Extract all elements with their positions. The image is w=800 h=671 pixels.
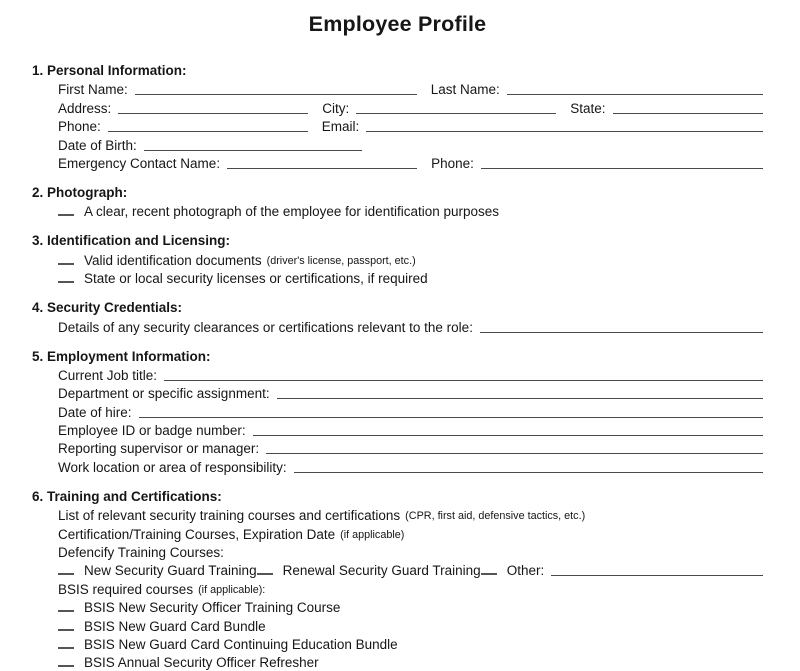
photograph-item-row bbox=[58, 202, 763, 220]
phone-label: Phone: bbox=[58, 119, 101, 135]
state-license-row bbox=[58, 269, 763, 287]
job-title-field[interactable] bbox=[164, 380, 763, 381]
email-field[interactable] bbox=[366, 131, 763, 132]
date-of-birth-label: Date of Birth: bbox=[58, 137, 137, 153]
bsis-course-row bbox=[58, 598, 763, 616]
bsis-course-row bbox=[58, 616, 763, 634]
other-option-checkline[interactable] bbox=[481, 573, 497, 575]
state-license-checkline[interactable] bbox=[58, 281, 74, 283]
address-label: Address: bbox=[58, 100, 112, 116]
training-list-label: List of relevant security training courses and certifications bbox=[58, 508, 401, 524]
emergency-phone-label: Phone: bbox=[431, 155, 474, 171]
valid-id-label: Valid identification documents bbox=[84, 252, 262, 268]
section-employment-information bbox=[32, 347, 763, 476]
cert-expiration-note: (if applicable) bbox=[340, 528, 405, 541]
identification-heading: 3. Identification and Licensing: bbox=[32, 233, 231, 249]
employee-id-label: Employee ID or badge number: bbox=[58, 423, 246, 439]
date-of-birth-field[interactable] bbox=[144, 150, 362, 151]
training-heading: 6. Training and Certifications: bbox=[32, 488, 222, 504]
emergency-contact-row bbox=[58, 154, 763, 172]
employee-id-row bbox=[58, 421, 763, 439]
bsis-required-note: (if applicable): bbox=[198, 583, 266, 596]
section-training-certifications bbox=[32, 487, 763, 671]
last-name-label: Last Name: bbox=[430, 82, 500, 98]
city-label: City: bbox=[322, 100, 350, 116]
date-of-hire-label: Date of hire: bbox=[58, 404, 132, 420]
photograph-heading: 2. Photograph: bbox=[32, 184, 128, 200]
date-of-birth-row bbox=[58, 135, 763, 153]
emergency-contact-name-label: Emergency Contact Name: bbox=[58, 155, 221, 171]
city-field[interactable] bbox=[356, 113, 556, 114]
bsis-course-1-label: BSIS New Security Officer Training Course bbox=[84, 600, 341, 616]
state-label: State: bbox=[570, 100, 606, 116]
clearance-details-field[interactable] bbox=[480, 332, 763, 333]
address-field[interactable] bbox=[118, 113, 308, 114]
bsis-required-label: BSIS required courses bbox=[58, 581, 194, 597]
work-location-field[interactable] bbox=[294, 472, 763, 473]
security-credentials-heading: 4. Security Credentials: bbox=[32, 300, 183, 316]
defencify-options-row bbox=[58, 561, 763, 579]
date-of-hire-row bbox=[58, 402, 763, 420]
section-personal-information bbox=[32, 61, 763, 172]
new-guard-training-checkline[interactable] bbox=[58, 573, 74, 575]
bsis-course-row bbox=[58, 635, 763, 653]
first-name-label: First Name: bbox=[58, 82, 128, 98]
email-label: Email: bbox=[321, 119, 360, 135]
bsis-course-row bbox=[58, 653, 763, 671]
job-title-row bbox=[58, 366, 763, 384]
first-last-name-row bbox=[58, 80, 763, 98]
last-name-field[interactable] bbox=[507, 94, 763, 95]
other-option-field[interactable] bbox=[551, 575, 763, 576]
new-guard-training-label: New Security Guard Training bbox=[84, 563, 257, 579]
emergency-phone-field[interactable] bbox=[481, 168, 763, 169]
cert-expiration-row bbox=[58, 524, 763, 542]
bsis-course-4-checkline[interactable] bbox=[58, 665, 74, 667]
valid-id-checkline[interactable] bbox=[58, 263, 74, 265]
renewal-guard-training-checkline[interactable] bbox=[257, 573, 273, 575]
job-title-label: Current Job title: bbox=[58, 367, 158, 383]
photograph-checkline[interactable] bbox=[58, 214, 74, 216]
state-license-label: State or local security licenses or certifications, if required bbox=[84, 271, 428, 287]
section-photograph bbox=[32, 183, 763, 220]
other-option-label: Other: bbox=[506, 563, 545, 579]
training-list-note: (CPR, first aid, defensive tactics, etc.) bbox=[405, 510, 586, 523]
supervisor-label: Reporting supervisor or manager: bbox=[58, 441, 260, 457]
cert-expiration-label: Certification/Training Courses, Expiration Date bbox=[58, 526, 336, 542]
state-field[interactable] bbox=[613, 113, 763, 114]
address-city-state-row bbox=[58, 98, 763, 116]
bsis-course-2-label: BSIS New Guard Card Bundle bbox=[84, 618, 266, 634]
work-location-row bbox=[58, 457, 763, 475]
employment-heading: 5. Employment Information: bbox=[32, 348, 211, 364]
bsis-course-4-label: BSIS Annual Security Officer Refresher bbox=[84, 655, 319, 671]
bsis-required-row bbox=[58, 579, 763, 597]
clearance-details-row bbox=[58, 317, 763, 335]
photograph-item-label: A clear, recent photograph of the employee for identification purposes bbox=[84, 204, 500, 220]
employee-id-field[interactable] bbox=[253, 435, 763, 436]
date-of-hire-field[interactable] bbox=[139, 417, 763, 418]
bsis-course-2-checkline[interactable] bbox=[58, 629, 74, 631]
valid-id-row bbox=[58, 250, 763, 268]
department-label: Department or specific assignment: bbox=[58, 386, 270, 402]
emergency-contact-name-field[interactable] bbox=[227, 168, 417, 169]
supervisor-row bbox=[58, 439, 763, 457]
defencify-courses-label: Defencify Training Courses: bbox=[58, 545, 224, 561]
training-list-row bbox=[58, 506, 763, 524]
bsis-course-1-checkline[interactable] bbox=[58, 610, 74, 612]
work-location-label: Work location or area of responsibility: bbox=[58, 459, 287, 475]
section-security-credentials bbox=[32, 298, 763, 335]
clearance-details-label: Details of any security clearances or certifications relevant to the role: bbox=[58, 319, 473, 335]
renewal-guard-training-label: Renewal Security Guard Training bbox=[282, 563, 481, 579]
page-title: Employee Profile bbox=[308, 12, 487, 36]
phone-field[interactable] bbox=[108, 131, 308, 132]
bsis-course-3-label: BSIS New Guard Card Continuing Education Bundle bbox=[84, 636, 398, 652]
valid-id-note: (driver's license, passport, etc.) bbox=[266, 254, 416, 267]
supervisor-field[interactable] bbox=[266, 453, 763, 454]
department-row bbox=[58, 384, 763, 402]
first-name-field[interactable] bbox=[135, 94, 417, 95]
phone-email-row bbox=[58, 117, 763, 135]
section-identification-licensing bbox=[32, 231, 763, 287]
department-field[interactable] bbox=[277, 398, 763, 399]
defencify-courses-row bbox=[58, 543, 763, 561]
personal-information-heading: 1. Personal Information: bbox=[32, 63, 187, 78]
bsis-course-3-checkline[interactable] bbox=[58, 647, 74, 649]
